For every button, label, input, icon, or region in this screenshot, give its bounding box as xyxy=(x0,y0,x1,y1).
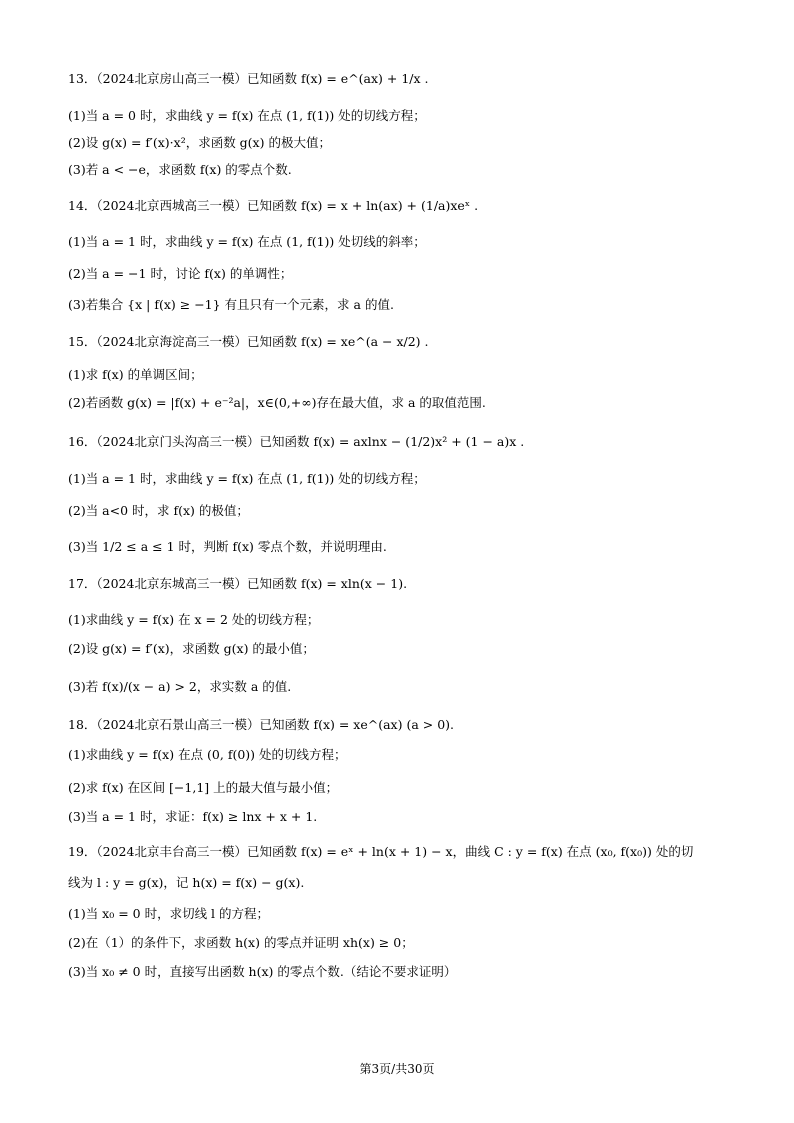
problem-18-header: 18．（2024北京石景山高三一模）已知函数 f(x) = xe^(ax) (a > 0). xyxy=(68,717,454,732)
problem-19-part-3: (3)当 x₀ ≠ 0 时，直接写出函数 h(x) 的零点个数.（结论不要求证明） xyxy=(68,964,457,979)
problem-16-part-1: (1)当 a = 1 时，求曲线 y = f(x) 在点 (1, f(1)) 处的切线方程； xyxy=(68,471,426,486)
problem-17-part-3: (3)若 f(x)/(x − a) > 2，求实数 a 的值. xyxy=(68,679,292,694)
problem-19-part-1: (1)当 x₀ = 0 时，求切线 l 的方程； xyxy=(68,906,270,921)
problem-17-part-1: (1)求曲线 y = f(x) 在 x = 2 处的切线方程； xyxy=(68,612,320,627)
problem-17-part-2: (2)设 g(x) = f′(x)，求函数 g(x) 的最小值； xyxy=(68,641,315,656)
problem-13-header: 13．（2024北京房山高三一模）已知函数 f(x) = e^(ax) + 1/x . xyxy=(68,71,429,86)
problem-14-header: 14．（2024北京西城高三一模）已知函数 f(x) = x + ln(ax) + (1/a)xeˣ . xyxy=(68,198,479,213)
problem-14-part-2: (2)当 a = −1 时，讨论 f(x) 的单调性； xyxy=(68,266,293,281)
problem-15-header: 15．（2024北京海淀高三一模）已知函数 f(x) = xe^(a − x/2) . xyxy=(68,334,429,349)
problem-19-header-continued: 线为 l : y = g(x)，记 h(x) = f(x) − g(x). xyxy=(68,875,305,890)
problem-16-header: 16．（2024北京门头沟高三一模）已知函数 f(x) = axlnx − (1/2)x² + (1 − a)x . xyxy=(68,434,525,449)
problem-16-part-3: (3)当 1/2 ≤ a ≤ 1 时，判断 f(x) 零点个数，并说明理由. xyxy=(68,539,387,554)
problem-13-part-2: (2)设 g(x) = f′(x)·x²，求函数 g(x) 的极大值； xyxy=(68,135,331,150)
problem-14-part-3: (3)若集合 {x | f(x) ≥ −1} 有且只有一个元素，求 a 的值. xyxy=(68,297,394,312)
problem-15-part-1: (1)求 f(x) 的单调区间； xyxy=(68,367,203,382)
problem-19-part-2: (2)在（1）的条件下，求函数 h(x) 的零点并证明 xh(x) ≥ 0； xyxy=(68,935,414,950)
problem-19-header: 19．（2024北京丰台高三一模）已知函数 f(x) = eˣ + ln(x + 1) − x，曲线 C : y = f(x) 在点 (x₀, f(x₀)) 处的切 xyxy=(68,844,694,859)
problem-17-header: 17．（2024北京东城高三一模）已知函数 f(x) = xln(x − 1). xyxy=(68,576,408,591)
problem-13-part-1: (1)当 a = 0 时，求曲线 y = f(x) 在点 (1, f(1)) 处的切线方程； xyxy=(68,108,426,123)
page-footer: 第3页/共30页 xyxy=(359,1062,435,1076)
problem-13-part-3: (3)若 a < −e，求函数 f(x) 的零点个数. xyxy=(68,162,292,177)
problem-18-part-2: (2)求 f(x) 在区间 [−1,1] 上的最大值与最小值； xyxy=(68,780,339,795)
problem-18-part-1: (1)求曲线 y = f(x) 在点 (0, f(0)) 处的切线方程； xyxy=(68,747,347,762)
problem-14-part-1: (1)当 a = 1 时，求曲线 y = f(x) 在点 (1, f(1)) 处切线的斜率； xyxy=(68,234,426,249)
problem-16-part-2: (2)当 a<0 时，求 f(x) 的极值； xyxy=(68,503,249,518)
problem-15-part-2: (2)若函数 g(x) = |f(x) + e⁻²a|，x∈(0,+∞)存在最大值，求 a 的取值范围. xyxy=(68,395,486,410)
problem-18-part-3: (3)当 a = 1 时，求证：f(x) ≥ lnx + x + 1. xyxy=(68,809,318,824)
